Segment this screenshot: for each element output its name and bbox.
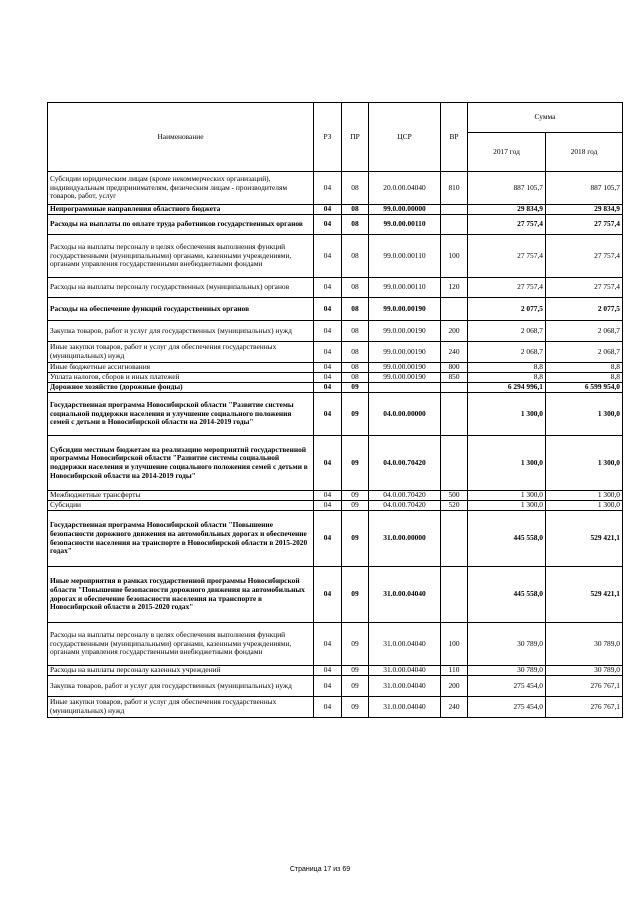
cell-sum-2017: 1 300,0 — [468, 491, 546, 501]
cell-rz: 04 — [314, 298, 342, 321]
cell-rz: 04 — [314, 623, 342, 666]
cell-name: Закупка товаров, работ и услуг для государственных (муниципальных) нужд — [48, 676, 314, 697]
cell-sum-2018: 6 599 954,0 — [546, 383, 623, 393]
cell-name: Расходы на выплаты по оплате труда работников государственных органов — [48, 215, 314, 235]
cell-vr — [441, 393, 468, 436]
cell-sum-2018: 8,8 — [546, 363, 623, 373]
cell-sum-2017: 8,8 — [468, 373, 546, 383]
cell-pr: 08 — [342, 363, 369, 373]
cell-sum-2017: 1 300,0 — [468, 436, 546, 491]
cell-vr: 240 — [441, 342, 468, 363]
cell-sum-2018: 8,8 — [546, 373, 623, 383]
cell-vr: 500 — [441, 491, 468, 501]
cell-rz: 04 — [314, 511, 342, 567]
cell-pr: 08 — [342, 205, 369, 215]
table-row — [48, 501, 623, 511]
cell-vr: 520 — [441, 501, 468, 511]
cell-sum-2017: 27 757,4 — [468, 278, 546, 298]
table-row — [48, 666, 623, 676]
cell-csr: 04.0.00.70420 — [369, 491, 441, 501]
cell-csr: 04.0.00.70420 — [369, 501, 441, 511]
cell-vr: 810 — [441, 172, 468, 205]
cell-rz: 04 — [314, 436, 342, 491]
cell-csr: 99.0.00.00190 — [369, 373, 441, 383]
header-rz: РЗ — [314, 103, 342, 172]
cell-sum-2018: 30 789,0 — [546, 623, 623, 666]
cell-name: Субсидии юридическим лицам (кроме некоммерческих организаций), индивидуальным предпринимателям, физическим лицам - производителям товаров, работ, услуг — [48, 172, 314, 205]
header-csr: ЦСР — [369, 103, 441, 172]
cell-vr — [441, 436, 468, 491]
cell-sum-2017: 445 558,0 — [468, 511, 546, 567]
cell-csr: 99.0.00.00110 — [369, 278, 441, 298]
cell-rz: 04 — [314, 373, 342, 383]
cell-pr: 09 — [342, 436, 369, 491]
cell-csr: 99.0.00.00190 — [369, 298, 441, 321]
table-row — [48, 342, 623, 363]
cell-pr: 09 — [342, 393, 369, 436]
cell-csr: 04.0.00.00000 — [369, 393, 441, 436]
cell-csr: 31.0.00.00000 — [369, 511, 441, 567]
table-header — [48, 103, 623, 172]
cell-sum-2018: 2 068,7 — [546, 342, 623, 363]
cell-sum-2017: 445 558,0 — [468, 567, 546, 623]
cell-pr: 09 — [342, 501, 369, 511]
cell-pr: 09 — [342, 491, 369, 501]
table-row — [48, 436, 623, 491]
table-row — [48, 676, 623, 697]
cell-csr: 99.0.00.00110 — [369, 235, 441, 278]
table-row — [48, 623, 623, 666]
cell-csr: 31.0.00.04040 — [369, 676, 441, 697]
cell-name: Государственная программа Новосибирской области "Развитие системы социальной поддержки населения и улучшение социального положения семей с детьми в Новосибирской области на 2014-2019 годы" — [48, 393, 314, 436]
cell-vr — [441, 298, 468, 321]
header-vr: ВР — [441, 103, 468, 172]
cell-rz: 04 — [314, 278, 342, 298]
cell-pr: 08 — [342, 172, 369, 205]
cell-csr: 99.0.00.00000 — [369, 205, 441, 215]
cell-csr — [369, 383, 441, 393]
cell-pr: 09 — [342, 383, 369, 393]
cell-csr: 31.0.00.04040 — [369, 697, 441, 718]
cell-name: Иные мероприятия в рамках государственной программы Новосибирской области "Повышение безопасности дорожного движения на автомобильных дорогах и обеспечение безопасности населения на транспорте в Новосибирской области в 2015-2020 годах" — [48, 567, 314, 623]
cell-csr: 99.0.00.00190 — [369, 363, 441, 373]
cell-name: Непрограммные направления областного бюджета — [48, 205, 314, 215]
cell-sum-2018: 529 421,1 — [546, 567, 623, 623]
cell-sum-2018: 887 105,7 — [546, 172, 623, 205]
cell-pr: 09 — [342, 567, 369, 623]
table-row — [48, 511, 623, 567]
cell-sum-2017: 1 300,0 — [468, 393, 546, 436]
header-sum: Сумма — [468, 103, 623, 133]
cell-sum-2017: 2 077,5 — [468, 298, 546, 321]
page-number: Страница 17 из 69 — [289, 866, 351, 873]
cell-rz: 04 — [314, 205, 342, 215]
cell-vr — [441, 383, 468, 393]
cell-vr — [441, 215, 468, 235]
cell-sum-2017: 27 757,4 — [468, 215, 546, 235]
cell-rz: 04 — [314, 666, 342, 676]
cell-rz: 04 — [314, 676, 342, 697]
cell-pr: 09 — [342, 697, 369, 718]
cell-sum-2018: 29 834,9 — [546, 205, 623, 215]
cell-rz: 04 — [314, 491, 342, 501]
cell-sum-2018: 276 767,1 — [546, 676, 623, 697]
cell-sum-2017: 30 789,0 — [468, 666, 546, 676]
cell-sum-2018: 276 767,1 — [546, 697, 623, 718]
cell-csr: 04.0.00.70420 — [369, 436, 441, 491]
cell-sum-2017: 275 454,0 — [468, 697, 546, 718]
table-row — [48, 491, 623, 501]
table-row — [48, 205, 623, 215]
cell-csr: 20.0.00.04040 — [369, 172, 441, 205]
table-body — [48, 172, 623, 718]
cell-sum-2018: 30 789,0 — [546, 666, 623, 676]
cell-pr: 08 — [342, 298, 369, 321]
cell-sum-2017: 2 068,7 — [468, 321, 546, 342]
cell-name: Закупка товаров, работ и услуг для государственных (муниципальных) нужд — [48, 321, 314, 342]
table-row — [48, 567, 623, 623]
cell-sum-2017: 887 105,7 — [468, 172, 546, 205]
cell-sum-2018: 27 757,4 — [546, 235, 623, 278]
cell-name: Расходы на выплаты персоналу казенных учреждений — [48, 666, 314, 676]
cell-name: Дорожное хозяйство (дорожные фонды) — [48, 383, 314, 393]
cell-pr: 08 — [342, 342, 369, 363]
table-row — [48, 373, 623, 383]
cell-sum-2018: 27 757,4 — [546, 215, 623, 235]
cell-name: Субсидии местным бюджетам на реализацию мероприятий государственной программы Новосибирской области "Развитие системы социальной поддержки населения и улучшение социального положения семей с детьми в Новосибирской области на 2014-2019 годы" — [48, 436, 314, 491]
cell-rz: 04 — [314, 172, 342, 205]
cell-sum-2018: 1 300,0 — [546, 436, 623, 491]
header-year-2017: 2017 год — [468, 133, 546, 172]
cell-csr: 31.0.00.04040 — [369, 567, 441, 623]
cell-vr: 240 — [441, 697, 468, 718]
cell-vr: 100 — [441, 623, 468, 666]
cell-vr: 200 — [441, 321, 468, 342]
cell-sum-2017: 8,8 — [468, 363, 546, 373]
cell-pr: 09 — [342, 676, 369, 697]
table-row — [48, 363, 623, 373]
cell-sum-2017: 2 068,7 — [468, 342, 546, 363]
table-row — [48, 383, 623, 393]
table-row — [48, 321, 623, 342]
cell-sum-2017: 1 300,0 — [468, 501, 546, 511]
cell-name: Иные закупки товаров, работ и услуг для обеспечения государственных (муниципальных) нужд — [48, 342, 314, 363]
cell-name: Субсидии — [48, 501, 314, 511]
cell-rz: 04 — [314, 697, 342, 718]
table-row — [48, 172, 623, 205]
cell-name: Иные закупки товаров, работ и услуг для обеспечения государственных (муниципальных) нужд — [48, 697, 314, 718]
cell-pr: 08 — [342, 215, 369, 235]
cell-sum-2018: 1 300,0 — [546, 501, 623, 511]
cell-sum-2018: 27 757,4 — [546, 278, 623, 298]
table-row — [48, 235, 623, 278]
cell-sum-2017: 29 834,9 — [468, 205, 546, 215]
cell-name: Государственная программа Новосибирской области "Повышение безопасности дорожного движения на автомобильных дорогах и обеспечение безопасности населения на транспорте в Новосибирской области в 2015-2020 годах" — [48, 511, 314, 567]
cell-sum-2018: 529 421,1 — [546, 511, 623, 567]
cell-pr: 08 — [342, 373, 369, 383]
table-row — [48, 278, 623, 298]
cell-csr: 31.0.00.04040 — [369, 623, 441, 666]
cell-csr: 31.0.00.04040 — [369, 666, 441, 676]
cell-name: Межбюджетные трансферты — [48, 491, 314, 501]
table-row — [48, 215, 623, 235]
cell-vr — [441, 205, 468, 215]
header-year-2018: 2018 год — [546, 133, 623, 172]
cell-name: Расходы на обеспечение функций государственных органов — [48, 298, 314, 321]
cell-name: Расходы на выплаты персоналу в целях обеспечения выполнения функций государственными (муниципальными) органами, казенными учреждениями, органами управления государственными внебюджетными фондами — [48, 623, 314, 666]
budget-table — [47, 102, 623, 718]
cell-rz: 04 — [314, 393, 342, 436]
cell-vr — [441, 567, 468, 623]
cell-rz: 04 — [314, 567, 342, 623]
cell-vr: 850 — [441, 373, 468, 383]
cell-sum-2018: 1 300,0 — [546, 393, 623, 436]
cell-rz: 04 — [314, 383, 342, 393]
cell-pr: 09 — [342, 666, 369, 676]
cell-pr: 09 — [342, 623, 369, 666]
cell-rz: 04 — [314, 363, 342, 373]
cell-name: Расходы на выплаты персоналу государственных (муниципальных) органов — [48, 278, 314, 298]
cell-vr: 800 — [441, 363, 468, 373]
cell-name: Уплата налогов, сборов и иных платежей — [48, 373, 314, 383]
cell-sum-2018: 2 077,5 — [546, 298, 623, 321]
cell-pr: 08 — [342, 235, 369, 278]
cell-rz: 04 — [314, 215, 342, 235]
cell-csr: 99.0.00.00190 — [369, 321, 441, 342]
cell-sum-2018: 1 300,0 — [546, 491, 623, 501]
cell-sum-2018: 2 068,7 — [546, 321, 623, 342]
table-row — [48, 697, 623, 718]
cell-rz: 04 — [314, 321, 342, 342]
cell-pr: 09 — [342, 511, 369, 567]
cell-sum-2017: 275 454,0 — [468, 676, 546, 697]
cell-name: Иные бюджетные ассигнования — [48, 363, 314, 373]
cell-name: Расходы на выплаты персоналу в целях обеспечения выполнения функций государственными (муниципальными) органами, казенными учреждениями, органами управления государственными внебюджетными фондами — [48, 235, 314, 278]
header-pr: ПР — [342, 103, 369, 172]
cell-rz: 04 — [314, 342, 342, 363]
cell-vr: 200 — [441, 676, 468, 697]
cell-csr: 99.0.00.00110 — [369, 215, 441, 235]
cell-sum-2017: 30 789,0 — [468, 623, 546, 666]
cell-vr: 100 — [441, 235, 468, 278]
table-row — [48, 393, 623, 436]
cell-vr: 120 — [441, 278, 468, 298]
cell-pr: 08 — [342, 321, 369, 342]
table-row — [48, 298, 623, 321]
cell-sum-2017: 6 294 996,1 — [468, 383, 546, 393]
cell-rz: 04 — [314, 235, 342, 278]
cell-vr: 110 — [441, 666, 468, 676]
cell-sum-2017: 27 757,4 — [468, 235, 546, 278]
header-name: Наименование — [48, 103, 314, 172]
cell-csr: 99.0.00.00190 — [369, 342, 441, 363]
cell-rz: 04 — [314, 501, 342, 511]
cell-pr: 08 — [342, 278, 369, 298]
cell-vr — [441, 511, 468, 567]
